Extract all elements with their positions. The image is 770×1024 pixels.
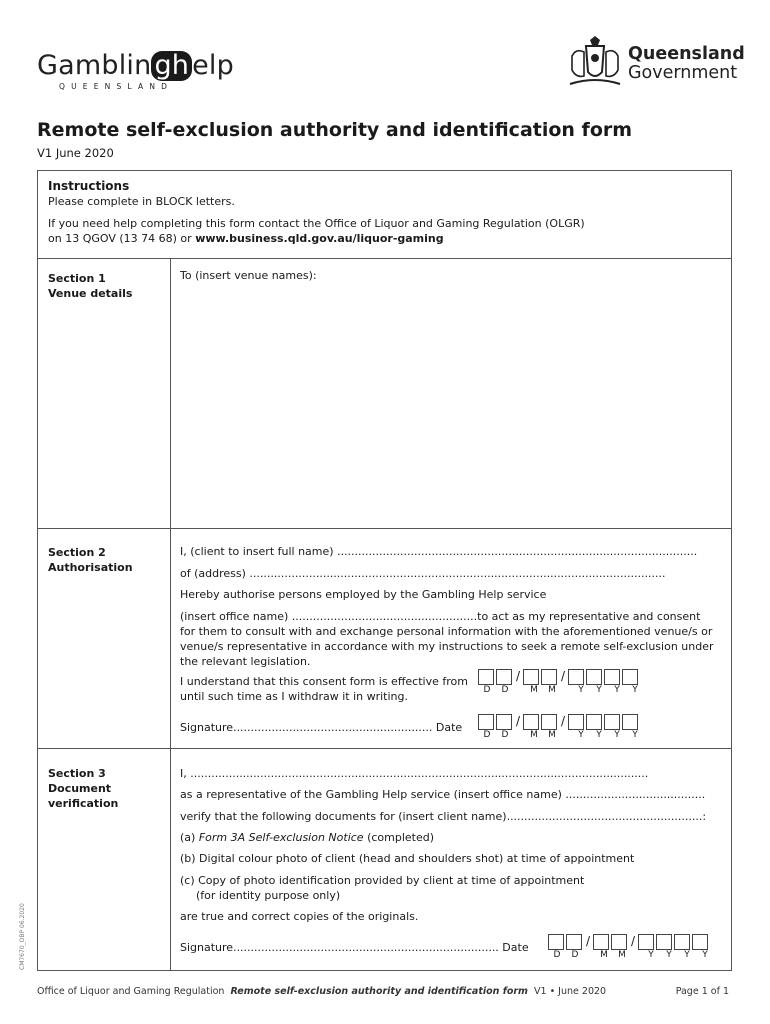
- section1-title: Venue details: [48, 287, 133, 300]
- queensland-crest-icon: [566, 36, 624, 90]
- form-code: CM7670_OBP 06.2020: [19, 903, 26, 970]
- date-cell[interactable]: [541, 714, 557, 730]
- olgr-website-link[interactable]: www.business.qld.gov.au/liquor-gaming: [195, 232, 444, 245]
- date-cell[interactable]: [478, 714, 494, 730]
- client-name-field[interactable]: I, (client to insert full name) .......................................................................................................: [180, 545, 698, 558]
- date-cell[interactable]: [496, 714, 512, 730]
- signature-date-field-section2[interactable]: [478, 714, 644, 740]
- logo-highlight: gh: [151, 51, 192, 81]
- date-cell[interactable]: [622, 714, 638, 730]
- date-label: Y: [596, 730, 602, 740]
- office-name-field[interactable]: (insert office name) .....................................................to act as my representative and consent: [180, 610, 701, 623]
- true-copies-text: are true and correct copies of the originals.: [180, 910, 419, 923]
- date-label: D: [501, 730, 509, 740]
- signature-field-section3[interactable]: Signature............................................................................ Date: [180, 941, 529, 954]
- venue-names-prompt: To (insert venue names):: [180, 269, 317, 282]
- instructions-line3: [48, 231, 444, 246]
- date-cell[interactable]: [604, 669, 620, 685]
- date-cell[interactable]: [523, 669, 539, 685]
- section3-title-1: Document: [48, 782, 112, 795]
- gov-name: Queensland: [628, 44, 745, 64]
- date-label: Y: [578, 685, 584, 695]
- date-label: D: [571, 950, 579, 960]
- date-cell[interactable]: [656, 934, 672, 950]
- footer-org: Office of Liquor and Gaming Regulation: [37, 986, 225, 997]
- form-version: V1 June 2020: [37, 146, 114, 160]
- representative-name-field[interactable]: I, ...................................................................................................................................: [180, 767, 649, 780]
- date-cell[interactable]: [478, 669, 494, 685]
- section2-label: [48, 545, 133, 575]
- consent-text-3: venue/s representative in accordance with my instructions to seek a remote self-exclusion under: [180, 640, 714, 653]
- section3-number: Section 3: [48, 767, 106, 780]
- gov-label: Government: [628, 63, 738, 83]
- date-cell[interactable]: [593, 934, 609, 950]
- date-label: D: [501, 685, 509, 695]
- date-cell[interactable]: [568, 669, 584, 685]
- date-separator: /: [586, 934, 591, 948]
- date-label: Y: [632, 730, 638, 740]
- date-label: M: [618, 950, 626, 960]
- date-separator: /: [516, 714, 521, 728]
- signature-date-field-section3[interactable]: [548, 934, 714, 960]
- footer-version: V1 • June 2020: [534, 986, 607, 997]
- date-label: Y: [614, 685, 620, 695]
- divider-section2: [37, 748, 732, 749]
- date-separator: /: [631, 934, 636, 948]
- date-cell[interactable]: [586, 669, 602, 685]
- section1-number: Section 1: [48, 272, 106, 285]
- date-separator: /: [561, 714, 566, 728]
- instructions-phone: on 13 QGOV (13 74 68) or: [48, 232, 196, 245]
- date-cell[interactable]: [611, 934, 627, 950]
- document-item-c: (c) Copy of photo identification provided by client at time of appointment: [180, 874, 585, 887]
- section3-title-2: verification: [48, 797, 119, 810]
- date-cell[interactable]: [674, 934, 690, 950]
- verify-client-field[interactable]: verify that the following documents for (insert client name)........................................................:: [180, 810, 707, 823]
- page-number: Page 1 of 1: [675, 986, 729, 997]
- date-format-labels: [478, 685, 644, 695]
- date-separator: /: [561, 669, 566, 683]
- logo-subtitle: QUEENSLAND: [59, 82, 174, 91]
- date-cell[interactable]: [548, 934, 564, 950]
- footer-info: [37, 986, 606, 997]
- date-label: Y: [596, 685, 602, 695]
- column-divider: [170, 258, 171, 971]
- date-label: D: [553, 950, 561, 960]
- instructions-heading: Instructions: [48, 179, 130, 193]
- date-label: D: [483, 685, 491, 695]
- date-separator: /: [516, 669, 521, 683]
- venue-names-field[interactable]: [178, 288, 726, 520]
- divider-section1: [37, 528, 732, 529]
- date-cell[interactable]: [496, 669, 512, 685]
- date-cell[interactable]: [586, 714, 602, 730]
- date-cell[interactable]: [638, 934, 654, 950]
- item-a-suffix: (completed): [363, 831, 435, 844]
- section2-title: Authorisation: [48, 561, 133, 574]
- section1-label: [48, 271, 132, 301]
- consent-text-4: the relevant legislation.: [180, 655, 311, 668]
- gamblinghelp-logo: [37, 50, 234, 81]
- date-cell[interactable]: [604, 714, 620, 730]
- item-a-prefix: (a): [180, 831, 199, 844]
- date-boxes: [478, 669, 644, 685]
- date-label: M: [548, 730, 556, 740]
- logo-suffix: elp: [192, 50, 234, 81]
- instructions-line2: If you need help completing this form contact the Office of Liquor and Gaming Regulation (OLGR): [48, 217, 585, 230]
- date-label: Y: [632, 685, 638, 695]
- date-cell[interactable]: [622, 669, 638, 685]
- date-label: Y: [684, 950, 690, 960]
- instructions-line1: Please complete in BLOCK letters.: [48, 195, 235, 208]
- document-item-a: [180, 830, 434, 845]
- date-label: M: [530, 730, 538, 740]
- logo-prefix: Gamblin: [37, 50, 152, 81]
- effective-date-field[interactable]: [478, 669, 644, 695]
- date-format-labels: [548, 950, 714, 960]
- withdraw-text: until such time as I withdraw it in writing.: [180, 690, 409, 703]
- date-label: Y: [614, 730, 620, 740]
- footer-form-name: Remote self-exclusion authority and identification form: [230, 986, 528, 997]
- rep-office-field[interactable]: as a representative of the Gambling Help service (insert office name) ........................................: [180, 788, 706, 801]
- document-item-c-note: (for identity purpose only): [196, 889, 341, 902]
- date-label: Y: [578, 730, 584, 740]
- address-field[interactable]: of (address) .......................................................................................................................: [180, 567, 666, 580]
- date-cell[interactable]: [692, 934, 708, 950]
- date-label: M: [600, 950, 608, 960]
- date-boxes: [548, 934, 714, 950]
- date-label: M: [548, 685, 556, 695]
- signature-field-section2[interactable]: Signature......................................................... Date: [180, 721, 463, 734]
- section2-number: Section 2: [48, 546, 106, 559]
- date-format-labels: [478, 730, 644, 740]
- date-cell[interactable]: [566, 934, 582, 950]
- date-boxes: [478, 714, 644, 730]
- item-a-form-name: Form 3A Self-exclusion Notice: [198, 831, 364, 844]
- date-label: Y: [666, 950, 672, 960]
- divider-instructions: [37, 258, 732, 259]
- section3-label: [48, 766, 118, 811]
- consent-text-2: for them to consult with and exchange personal information with the aforementioned venue/s or: [180, 625, 713, 638]
- date-label: M: [530, 685, 538, 695]
- date-label: D: [483, 730, 491, 740]
- date-label: Y: [648, 950, 654, 960]
- effective-from-label: I understand that this consent form is effective from: [180, 675, 468, 688]
- document-item-b: (b) Digital colour photo of client (head and shoulders shot) at time of appointment: [180, 852, 635, 865]
- date-cell[interactable]: [568, 714, 584, 730]
- authorise-text: Hereby authorise persons employed by the Gambling Help service: [180, 588, 547, 601]
- date-cell[interactable]: [523, 714, 539, 730]
- date-cell[interactable]: [541, 669, 557, 685]
- date-label: Y: [702, 950, 708, 960]
- form-title: Remote self-exclusion authority and identification form: [37, 119, 633, 141]
